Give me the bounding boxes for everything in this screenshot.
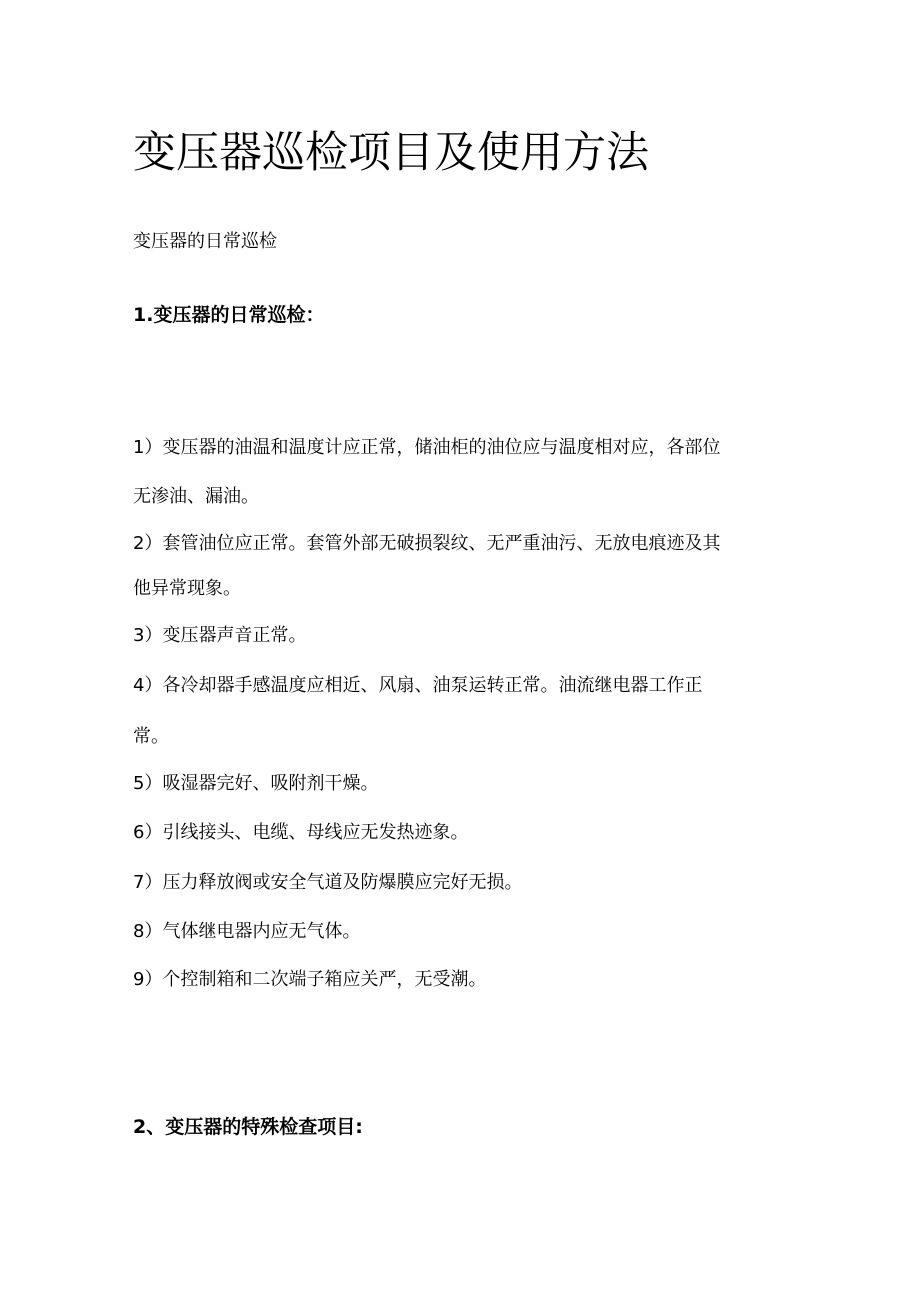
document-title: 变压器巡检项目及使用方法 [133,128,649,178]
list-item-line: 无渗油、漏油。 [133,486,259,507]
list-item-line: 常。 [133,726,169,747]
list-item-line: 6）引线接头、电缆、母线应无发热迹象。 [133,822,469,843]
list-item-line: 1）变压器的油温和温度计应正常，储油柜的油位应与温度相对应，各部位 [133,437,721,458]
list-item [133,436,793,509]
list-item [133,871,793,895]
list-item [133,624,793,648]
list-item-line: 8）气体继电器内应无气体。 [133,921,361,942]
list-item-line: 7）压力释放阀或安全气道及防爆膜应完好无损。 [133,872,523,893]
list-item [133,968,793,992]
list-item [133,532,793,601]
list-item-line: 5）吸湿器完好、吸附剂干燥。 [133,773,379,794]
list-item-line: 他异常现象。 [133,578,241,599]
list-item-line: 9）个控制箱和二次端子箱应关严，无受潮。 [133,969,487,990]
section-heading-daily-inspection: 1.变压器的日常巡检： [133,304,325,326]
document-subtitle: 变压器的日常巡检 [133,231,277,252]
list-item-line: 2）套管油位应正常。套管外部无破损裂纹、无严重油污、无放电痕迹及其 [133,533,721,554]
list-item-line: 4）各冷却器手感温度应相近、风扇、油泵运转正常。油流继电器工作正 [133,675,703,696]
list-item [133,821,793,845]
section-heading-special-inspection: 2、变压器的特殊检查项目: [133,1116,363,1138]
list-item [133,920,793,944]
list-item [133,674,793,749]
list-item-line: 3）变压器声音正常。 [133,625,307,646]
list-item [133,772,793,796]
